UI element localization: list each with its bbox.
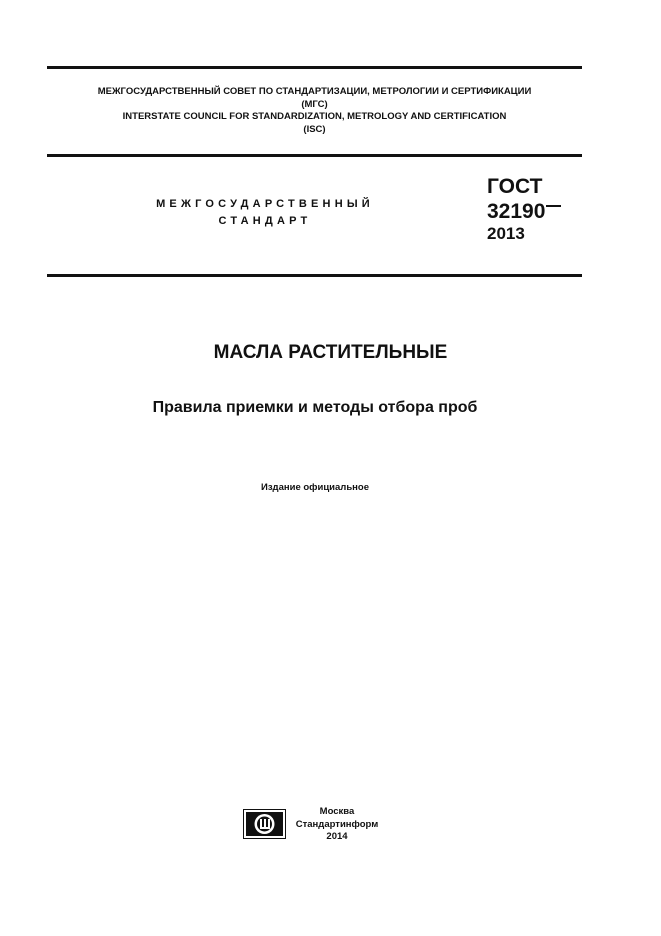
document-title: МАСЛА РАСТИТЕЛЬНЫЕ [213,342,448,363]
designation-number-row [487,199,561,224]
document-subtitle: Правила приемки и методы отбора проб [152,399,478,416]
standartinform-logo-icon [243,809,286,839]
standard-type-line1: МЕЖГОСУДАРСТВЕННЫЙ [156,198,374,210]
publisher-city: Москва [319,806,355,817]
council-abbr-ru: (МГС) [301,98,328,110]
edition-note: Издание официальное [261,482,369,493]
designation-year: 2013 [487,224,525,243]
council-name-ru: МЕЖГОСУДАРСТВЕННЫЙ СОВЕТ ПО СТАНДАРТИЗАЦИИ, МЕТРОЛОГИИ И СЕРТИФИКАЦИИ [97,86,532,97]
header-rule [47,154,582,157]
designation-prefix: ГОСТ [487,175,543,198]
top-rule [47,66,582,69]
designation-rule [47,274,582,277]
publisher-name: Стандартинформ [295,818,379,830]
council-name-en: INTERSTATE COUNCIL FOR STANDARDIZATION, METROLOGY AND CERTIFICATION [122,111,507,123]
designation-dash [546,205,561,207]
standard-type-line2: СТАНДАРТ [218,215,312,227]
standard-designation [487,174,561,244]
designation-number: 32190 [487,200,546,223]
standard-type [110,196,420,230]
council-header [47,86,582,136]
publisher-year: 2014 [326,831,348,842]
publisher-block [290,806,384,844]
council-abbr-en: (ISC) [303,123,326,135]
